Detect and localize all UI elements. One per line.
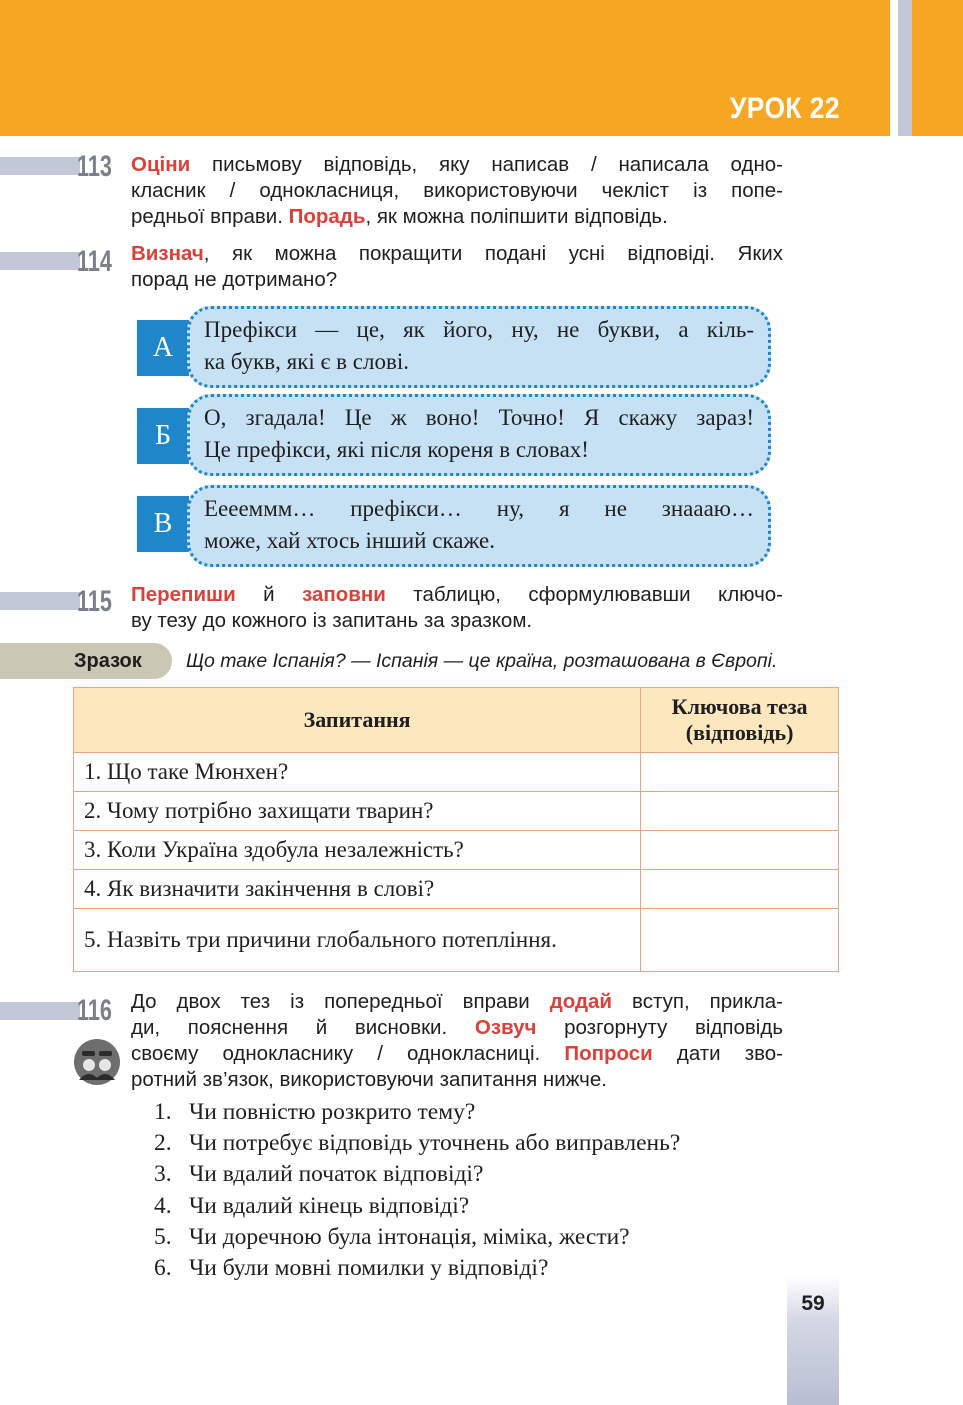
answer-cell — [641, 870, 839, 909]
sample-text: Що таке Іспанія? — Іспанія — це країна, розташована в Європі. — [186, 650, 778, 672]
question-cell: 2. Чому потрібно захищати тварин? — [74, 792, 641, 831]
list-item: 1. Чи повністю розкрито тему? — [154, 1099, 476, 1125]
answer-cell — [641, 753, 839, 792]
keyword: Порадь — [288, 205, 366, 228]
question-cell: 3. Коли Україна здобула незалежність? — [74, 831, 641, 870]
exercise-marker-bar — [0, 157, 80, 175]
column-header: Ключова теза (відповідь) — [641, 688, 839, 753]
header-gap — [890, 0, 898, 136]
exercise-115-text: Перепиши й заповни таблицю, сформулювавши ключо- ву тезу до кожного із запитань за зразком. — [131, 583, 784, 632]
table-row — [74, 792, 839, 831]
keyword: Оціни — [131, 153, 191, 176]
speech-bubble: Ееееммм… префікси… ну, я не знаааю… може, хай хтось інший скаже. — [187, 485, 771, 567]
answer-letter: Б — [137, 408, 189, 464]
answer-cell — [641, 792, 839, 831]
exercise-marker-bar — [0, 252, 80, 270]
question-cell: 5. Назвіть три причини глобального потепління. — [74, 909, 641, 972]
table-row — [74, 831, 839, 870]
exercise-number: 116 — [77, 994, 112, 1027]
lesson-title: УРОК 22 — [729, 92, 840, 125]
questions-table — [73, 687, 839, 972]
list-item: 2. Чи потребує відповідь уточнень або виправлень? — [154, 1130, 681, 1157]
answer-letter: А — [137, 320, 189, 376]
exercise-114-text: Визнач, як можна покращити подані усні відповіді. Яких порад не дотримано? — [131, 242, 783, 291]
answer-cell — [641, 831, 839, 870]
exercise-marker-bar — [0, 1002, 80, 1020]
table-row — [74, 870, 839, 909]
exercise-116-text: До двох тез із попередньої вправи додай вступ, прикла- ди, пояснення й висновки. Озвуч розгорнуту відповідь своєму однокласнику / однокласниці. Попроси дати зво- ротний зв’язок, використовуючи запитання нижче. — [131, 990, 784, 1091]
list-item: 5. Чи доречною була інтонація, міміка, жести? — [154, 1223, 630, 1250]
exercise-number: 114 — [77, 245, 112, 278]
table-row — [74, 753, 839, 792]
answer-cell — [641, 909, 839, 972]
exercise-number: 115 — [77, 585, 112, 618]
answer-letter: В — [137, 496, 189, 552]
keyword: Перепиши — [131, 583, 236, 606]
table-row — [74, 909, 839, 972]
exercise-marker-bar — [0, 592, 80, 610]
exercise-number: 113 — [77, 150, 112, 183]
feedback-questions — [154, 1097, 680, 1284]
list-item: 3. Чи вдалий початок відповіді? — [154, 1161, 484, 1188]
exercise-113-text: Оціни письмову відповідь, яку написав / написала одно- класник / однокласниця, використовуючи чекліст із попе- редньої вправи. Порадь, як можна поліпшити відповідь. — [131, 153, 783, 228]
list-item: 4. Чи вдалий кінець відповіді? — [154, 1192, 470, 1219]
keyword: додай — [549, 990, 613, 1013]
column-header: Запитання — [74, 688, 641, 753]
sample-label: Зразок — [74, 650, 142, 672]
header-right-band — [912, 0, 963, 136]
page-number: 59 — [801, 1292, 825, 1315]
question-cell: 4. Як визначити закінчення в слові? — [74, 870, 641, 909]
keyword: Озвуч — [474, 1016, 537, 1039]
header-stripe — [898, 0, 912, 136]
keyword: Попроси — [564, 1042, 653, 1065]
list-item: 6. Чи були мовні помилки у відповіді? — [154, 1255, 549, 1282]
keyword: Визнач — [131, 242, 204, 265]
speech-bubble: Префікси — це, як його, ну, не букви, а кіль- ка букв, які є в слові. — [187, 306, 771, 388]
question-cell: 1. Що таке Мюнхен? — [74, 753, 641, 792]
keyword: заповни — [302, 583, 386, 606]
pair-work-icon — [73, 1038, 121, 1086]
speech-bubble: О, згадала! Це ж воно! Точно! Я скажу зараз! Це префікси, які після кореня в словах! — [187, 394, 771, 476]
